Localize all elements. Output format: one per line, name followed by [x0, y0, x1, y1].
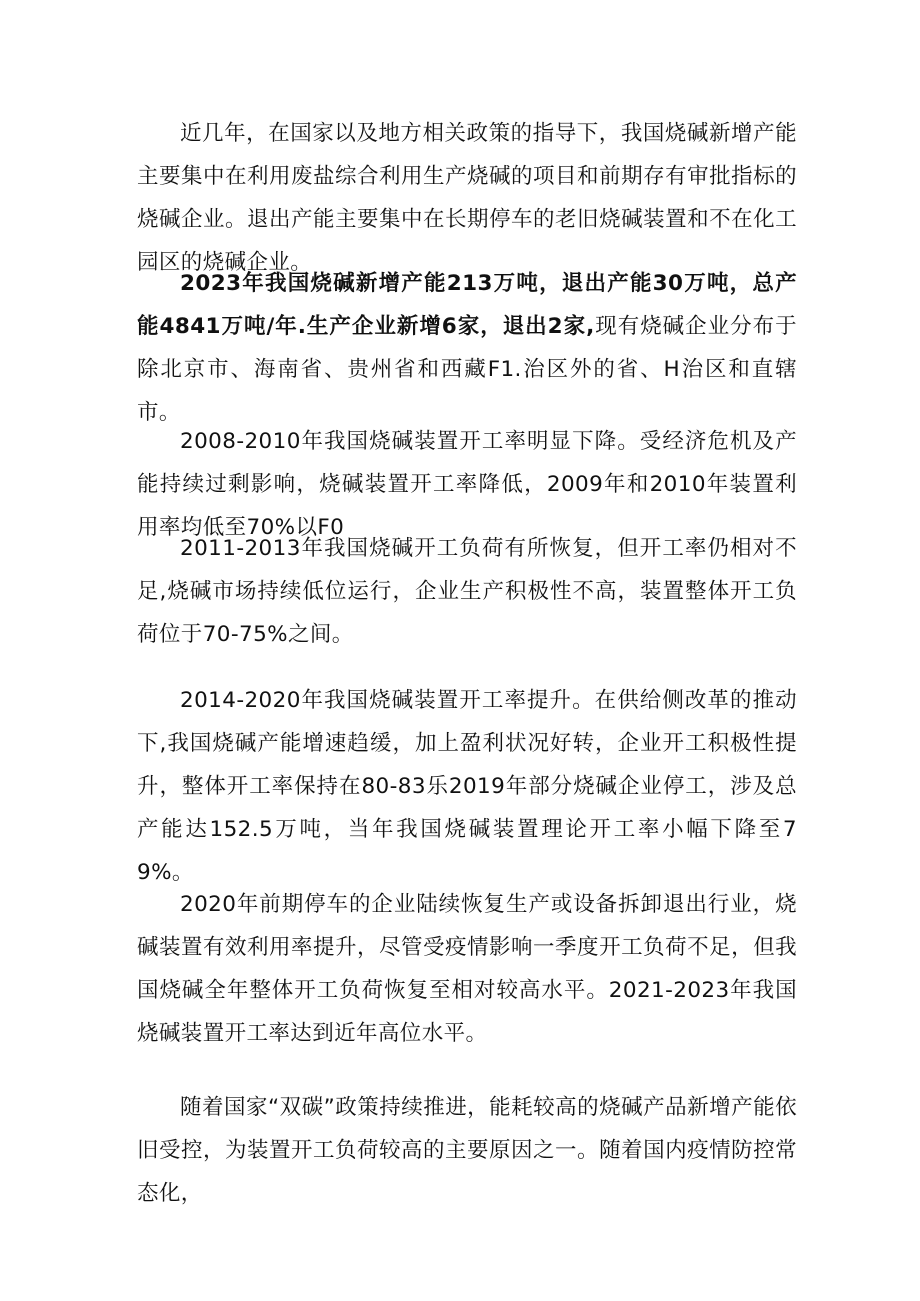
paragraph-text: 2011-2013年我国烧碱开工负荷有所恢复，但开工率仍相对不足,烧碱市场持续低位运行，企业生产积极性不高，装置整体开工负荷位于70-75%之间。: [137, 536, 797, 647]
paragraph-bold-lead: 2023年我国烧碱新增产能213万吨，退出产能30万吨，总产能4841万吨/年.生产企业新增6家，退出2家,: [137, 271, 797, 339]
paragraph-text: 2014-2020年我国烧碱装置开工率提升。在供给侧改革的推动下,我国烧碱产能增速趋缓，加上盈利状况好转，企业开工积极性提升，整体开工率保持在80-83乐2019年部分烧碱企业停工，涉及总产能达152.5万吨，当年我国烧碱装置理论开工率小幅下降至79%。: [137, 688, 797, 885]
paragraph-dual-carbon: [137, 1086, 797, 1215]
paragraph-text: 随着国家“双碳”政策持续推进，能耗较高的烧碱产品新增产能依旧受控，为装置开工负荷较高的主要原因之一。随着国内疫情防控常态化，: [137, 1095, 797, 1206]
paragraph-2020-recovery: [137, 883, 797, 1055]
paragraph-2014-2020: [137, 679, 797, 894]
paragraph-text: 近几年，在国家以及地方相关政策的指导下，我国烧碱新增产能主要集中在利用废盐综合利用生产烧碱的项目和前期存有审批指标的烧碱企业。退出产能主要集中在长期停车的老旧烧碱装置和不在化工园区的烧碱企业。: [137, 121, 797, 275]
paragraph-text: 2008-2010年我国烧碱装置开工率明显下降。受经济危机及产能持续过剩影响，烧碱装置开工率降低，2009年和2010年装置利用率均低至70%以F0: [137, 429, 797, 540]
paragraph-text: 2020年前期停车的企业陆续恢复生产或设备拆卸退出行业，烧碱装置有效利用率提升，尽管受疫情影响一季度开工负荷不足，但我国烧碱全年整体开工负荷恢复至相对较高水平。2021-2023年我国烧碱装置开工率达到近年高位水平。: [137, 892, 797, 1046]
paragraph-2011-2013: [137, 527, 797, 656]
paragraph-capacity-policy: [137, 112, 797, 284]
paragraph-text: 现有烧碱企业分布于除北京市、海南省、贵州省和西藏F1.治区外的省、H治区和直辖市。: [137, 314, 797, 425]
paragraph-2023-capacity: [137, 262, 797, 434]
